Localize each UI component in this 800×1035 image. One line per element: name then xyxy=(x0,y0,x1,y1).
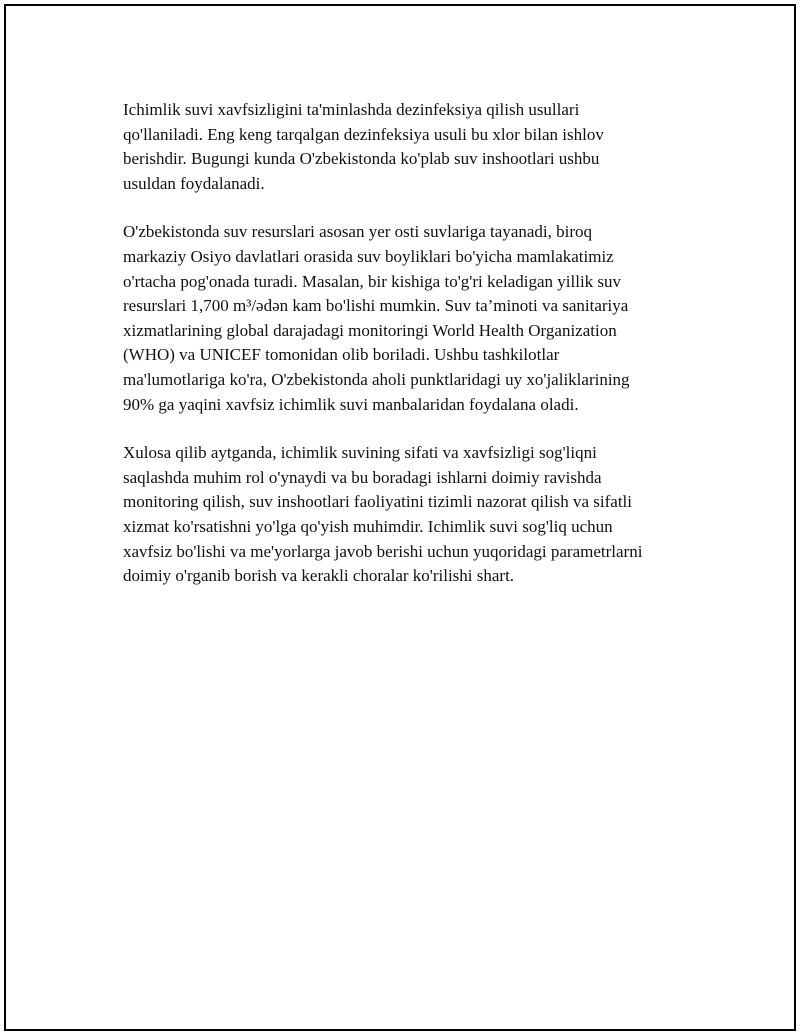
paragraph-conclusion: Xulosa qilib aytganda, ichimlik suvining sifati va xavfsizligi sog'liqni saqlashda muhim rol o'ynaydi va bu boradagi ishlarni doimiy ravishda monitoring qilish, suv inshootlari faoliyatini tizimli nazorat qilish va sifatli xizmat ko'rsatishni yo'lga qo'yish muhimdir. Ichimlik suvi sog'liq uchun xavfsiz bo'lishi va me'yorlarga javob berishi uchun yuqoridagi parametrlarni doimiy o'rganib borish va kerakli choralar ko'rilishi shart. xyxy=(123,443,643,586)
page-border-frame xyxy=(4,4,796,1031)
paragraph-water-resources: O'zbekistonda suv resurslari asosan yer osti suvlariga tayanadi, biroq markaziy Osiyo davlatlari orasida suv boyliklari bo'yicha mamlakatimiz o'rtacha pog'onada turadi. Masalan, bir kishiga to'g'ri keladigan yillik suv resurslari 1,700 m³/ədən kam bo'lishi mumkin. Suv ta’minoti va sanitariya xizmatlarining global darajadagi monitoringi World Health Organization (WHO) va UNICEF tomonidan olib boriladi. Ushbu tashkilotlar ma'lumotlariga ko'ra, O'zbekistonda aholi punktlaridagi uy xo'jaliklarining 90% ga yaqini xavfsiz ichimlik suvi manbalaridan foydalana oladi. xyxy=(123,222,630,414)
document-body xyxy=(123,98,703,613)
paragraph-disinfection: Ichimlik suvi xavfsizligini ta'minlashda dezinfeksiya qilish usullari qo'llaniladi. Eng keng tarqalgan dezinfeksiya usuli bu xlor bilan ishlov berishdir. Bugungi kunda O'zbekistonda ko'plab suv inshootlari ushbu usuldan foydalanadi. xyxy=(123,100,604,193)
